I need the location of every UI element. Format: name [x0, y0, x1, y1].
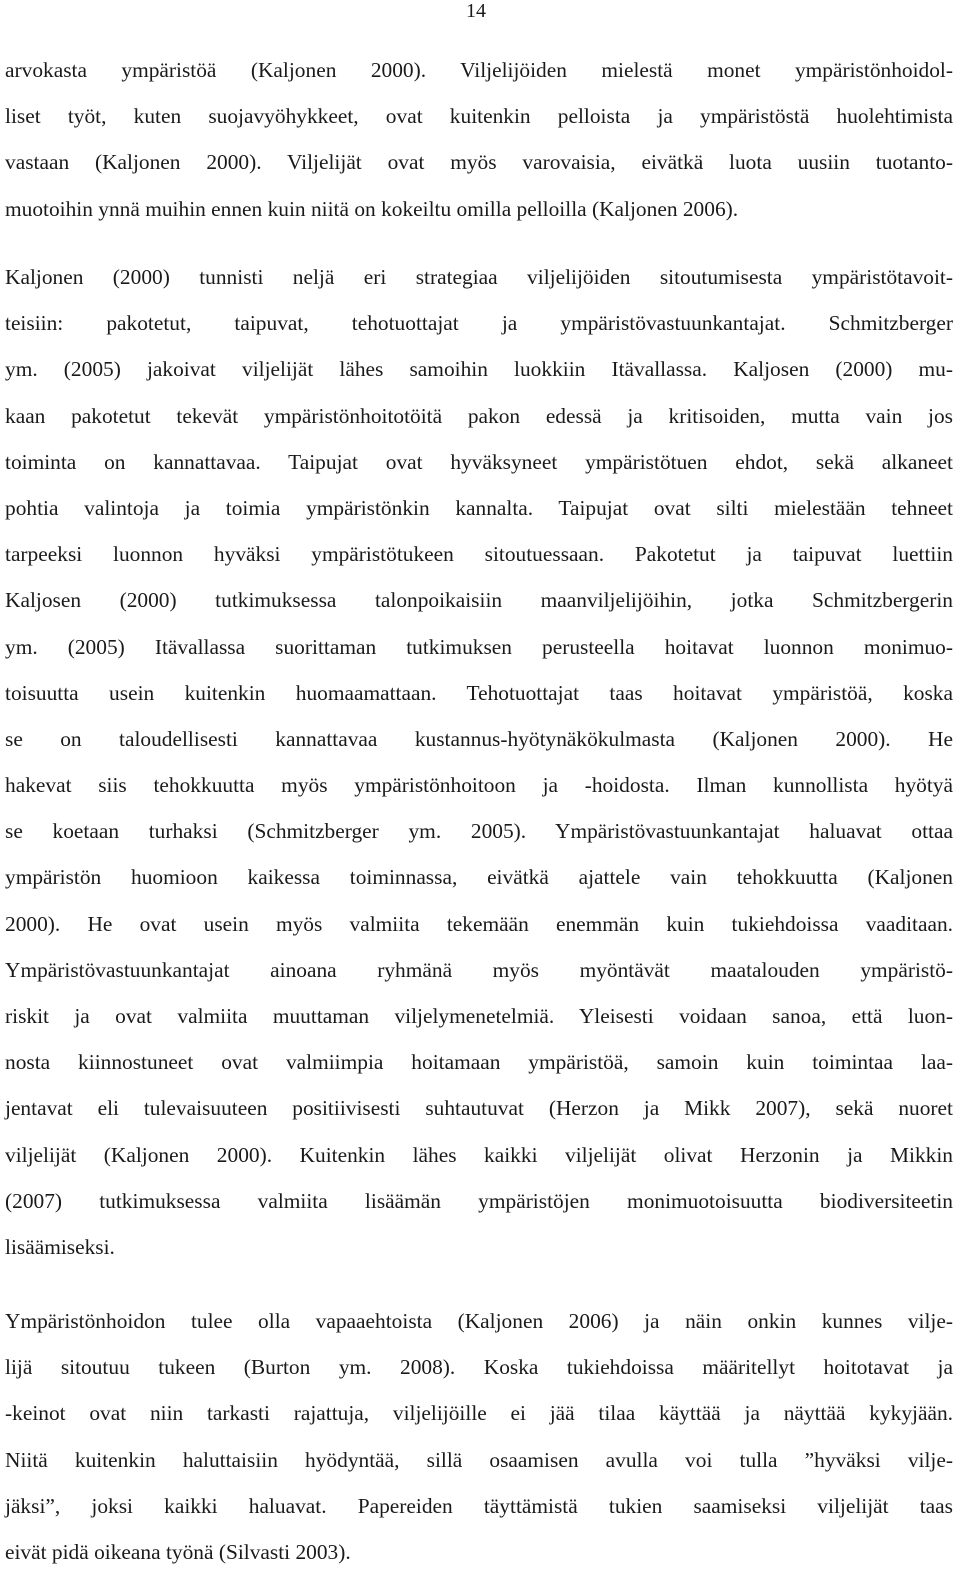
text-line: eivät pidä oikeana työnä (Silvasti 2003).: [5, 1539, 351, 1564]
text-line: arvokasta ympäristöä (Kaljonen 2000). Viljelijöiden mielestä monet ympäristönhoidol-: [5, 58, 953, 82]
text-line: ympäristön huomioon kaikessa toiminnassa, eivätkä ajattele vain tehokkuutta (Kaljonen: [5, 865, 953, 890]
text-line: lijä sitoutuu tukeen (Burton ym. 2008). Koska tukiehdoissa määritellyt hoitotavat ja: [5, 1355, 953, 1380]
text-line: pohtia valintoja ja toimia ympäristönkin kannalta. Taipujat ovat silti mielestään tehneet: [5, 495, 953, 520]
text-line: vastaan (Kaljonen 2000). Viljelijät ovat myös varovaisia, eivätkä luota uusiin tuotanto-: [5, 150, 953, 175]
text-line: tarpeeksi luonnon hyväksi ympäristötukeen sitoutuessaan. Pakotetut ja taipuvat luettiin: [5, 542, 953, 567]
text-line: kaan pakotetut tekevät ympäristönhoitotöitä pakon edessä ja kritisoiden, mutta vain jos: [5, 403, 953, 428]
text-line: liset työt, kuten suojavyöhykkeet, ovat kuitenkin pelloista ja ympäristöstä huolehtimista: [5, 104, 953, 129]
page-number: 14: [466, 0, 486, 22]
text-line: Kaljonen (2000) tunnisti neljä eri strategiaa viljelijöiden sitoutumisesta ympäristötavoit-: [5, 265, 953, 289]
text-line: Ympäristövastuunkantajat ainoana ryhmänä myös myöntävät maatalouden ympäristö-: [5, 957, 953, 982]
text-line: 2000). He ovat usein myös valmiita tekemään enemmän kuin tukiehdoissa vaaditaan.: [5, 911, 953, 936]
text-line: nosta kiinnostuneet ovat valmiimpia hoitamaan ympäristöä, samoin kuin toimintaa laa-: [5, 1050, 953, 1075]
text-line: se on taloudellisesti kannattavaa kustannus-hyötynäkökulmasta (Kaljonen 2000). He: [5, 726, 953, 751]
text-line: Niitä kuitenkin haluttaisiin hyödyntää, sillä osaamisen avulla voi tulla ”hyväksi vilje-: [5, 1447, 953, 1472]
paragraph-1: [5, 47, 953, 232]
text-line: hakevat siis tehokkuutta myös ympäristönhoitoon ja -hoidosta. Ilman kunnollista hyötyä: [5, 773, 953, 798]
text-line: Ympäristönhoidon tulee olla vapaaehtoista (Kaljonen 2006) ja näin onkin kunnes vilje-: [5, 1309, 953, 1333]
text-line: lisäämiseksi.: [5, 1234, 115, 1259]
text-line: Kaljosen (2000) tutkimuksessa talonpoikaisiin maanviljelijöihin, jotka Schmitzbergerin: [5, 588, 953, 613]
text-line: ym. (2005) Itävallassa suorittaman tutkimuksen perusteella hoitavat luonnon monimuo-: [5, 634, 953, 659]
text-line: toisuutta usein kuitenkin huomaamattaan. Tehotuottajat taas hoitavat ympäristöä, koska: [5, 680, 953, 705]
text-line: teisiin: pakotetut, taipuvat, tehotuottajat ja ympäristövastuunkantajat. Schmitzberger: [5, 311, 953, 336]
text-line: riskit ja ovat valmiita muuttaman viljelymenetelmiä. Yleisesti voidaan sanoa, että luon-: [5, 1004, 953, 1028]
paragraph-2: [5, 254, 953, 1270]
text-line: ym. (2005) jakoivat viljelijät lähes samoihin luokkiin Itävallassa. Kaljosen (2000) mu-: [5, 357, 953, 382]
text-line: (2007) tutkimuksessa valmiita lisäämän ympäristöjen monimuotoisuutta biodiversiteetin: [5, 1188, 953, 1213]
text-line: se koetaan turhaksi (Schmitzberger ym. 2005). Ympäristövastuunkantajat haluavat ottaa: [5, 819, 953, 844]
text-line: viljelijät (Kaljonen 2000). Kuitenkin lähes kaikki viljelijät olivat Herzonin ja Mikkin: [5, 1142, 953, 1167]
text-line: jäksi”, joksi kaikki haluavat. Papereiden täyttämistä tukien saamiseksi viljelijät taas: [5, 1493, 953, 1518]
text-line: toiminta on kannattavaa. Taipujat ovat hyväksyneet ympäristötuen ehdot, sekä alkaneet: [5, 449, 953, 474]
text-line: -keinot ovat niin tarkasti rajattuja, viljelijöille ei jää tilaa käyttää ja näyttää kykyjään.: [5, 1401, 953, 1426]
paragraph-3: [5, 1298, 953, 1575]
text-line: jentavat eli tulevaisuuteen positiivisesti suhtautuvat (Herzon ja Mikk 2007), sekä nuoret: [5, 1096, 953, 1121]
text-line: muotoihin ynnä muihin ennen kuin niitä on kokeiltu omilla pelloilla (Kaljonen 2006).: [5, 196, 739, 221]
